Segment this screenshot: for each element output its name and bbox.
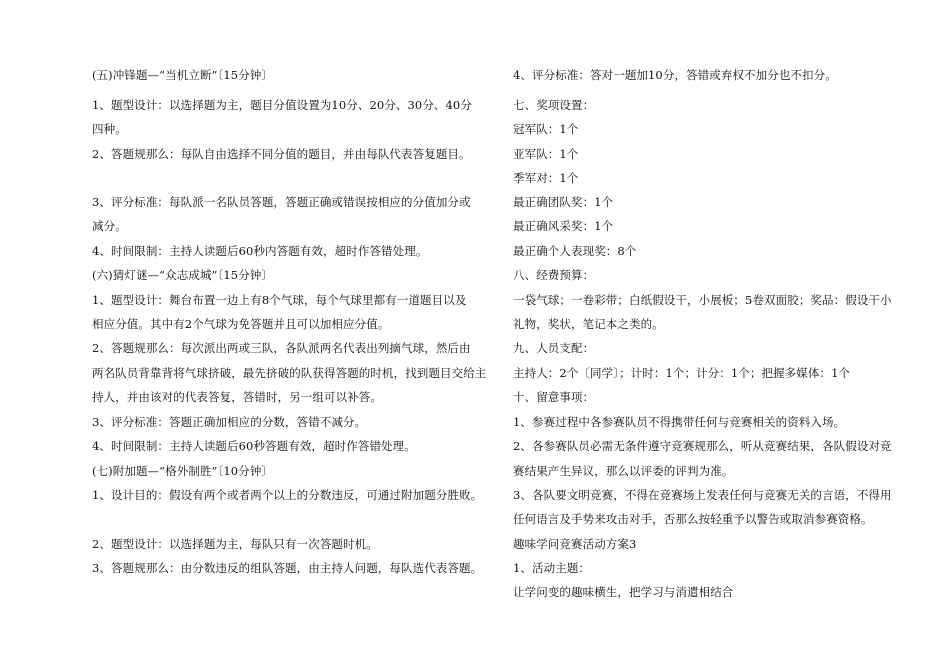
text-line: 4、评分标准：答对一题加10分，答错或弃权不加分也不扣分。 [513, 68, 837, 82]
text-line: 3、答题规那么：由分数违反的组队答题，由主持人问题，每队选代表答题。 [92, 561, 483, 575]
budget-heading: 八、经费预算： [513, 268, 595, 282]
text-line: 1、题型设计：舞台布置一边上有8个气球，每个气球里都有一道题目以及 [92, 293, 467, 307]
text-line: 任何语言及手势来攻击对手，否那么按轻重予以警告或取消参赛资格。 [513, 512, 873, 526]
text-line: 2、答题规那么：每队自由选择不同分值的题目，并由每队代表答复题目。 [92, 147, 471, 161]
text-line: 3、各队要文明竞赛，不得在竞赛场上发表任何与竞赛无关的言语，不得用 [513, 488, 892, 502]
text-line: 2、各参赛队员必需无条件遵守竞赛规那么，听从竞赛结果，各队假设对竞 [513, 439, 892, 453]
text-line: 四种。 [92, 122, 127, 136]
text-line: 2、题型设计：以选择题为主，每队只有一次答题时机。 [92, 537, 378, 551]
text-line: 4、时间限制：主持人读题后60秒内答题有效，超时作答错处理。 [92, 244, 428, 258]
text-line: 1、设计目的：假设有两个或者两个以上的分数违反，可通过附加题分胜败。 [92, 488, 483, 502]
text-line: 1、活动主题： [513, 561, 591, 575]
plan-3-title: 趣味学问竞赛活动方案3 [513, 537, 637, 551]
staffing-heading: 九、人员支配： [513, 341, 595, 355]
text-line: 相应分值。其中有2个气球为免答题并且可以加相应分值。 [92, 317, 390, 331]
text-line: 一袋气球；一卷彩带；白纸假设干，小展板；5卷双面胶；奖品：假设干小 [513, 293, 892, 307]
text-line: 3、评分标准：答题正确加相应的分数，答错不减分。 [92, 415, 367, 429]
text-line: 1、参赛过程中各参赛队员不得携带任何与竞赛相关的资料入场。 [513, 415, 846, 429]
text-line: 2、答题规那么：每次派出两或三队，各队派两名代表出列摘气球，然后由 [92, 341, 471, 355]
section-6-heading: (六)猜灯谜—“众志成城”〔15分钟〕 [92, 268, 274, 282]
text-line: 1、题型设计：以选择题为主，题目分值设置为10分、20分、30分、40分 [92, 98, 472, 112]
text-line: 4、时间限制：主持人读题后60秒答题有效，超时作答错处理。 [92, 439, 416, 453]
text-line: 最正确个人表现奖：8个 [513, 244, 637, 258]
text-line: 最正确团队奖：1个 [513, 195, 614, 209]
text-line: 冠军队：1个 [513, 122, 579, 136]
text-line: 持人，并由该对的代表答复，答错时，另一组可以补答。 [92, 390, 382, 404]
notes-heading: 十、留意事项： [513, 390, 595, 404]
text-line: 礼物，奖状，笔记本之类的。 [513, 317, 664, 331]
text-line: 两名队员背靠背将气球挤破，最先挤破的队获得答题的时机，找到题目交给主 [92, 366, 487, 380]
text-line: 赛结果产生异议，那么以评委的评判为准。 [513, 464, 734, 478]
section-7-heading: (七)附加题—“格外制胜”〔10分钟〕 [92, 464, 274, 478]
text-line: 减分。 [92, 219, 127, 233]
text-line: 主持人：2个〔同学〕；计时：1个；计分：1个；把握多媒体：1个 [513, 366, 851, 380]
text-line: 最正确风采奖：1个 [513, 219, 614, 233]
text-line: 3、评分标准：每队派一名队员答题，答题正确或错误按相应的分值加分或 [92, 195, 471, 209]
awards-heading: 七、奖项设置： [513, 98, 595, 112]
text-line: 亚军队：1个 [513, 147, 579, 161]
section-5-heading: (五)冲锋题—“当机立断”〔15分钟〕 [92, 68, 274, 82]
text-line: 让学问变的趣味横生，把学习与消遣相结合 [513, 585, 734, 599]
text-line: 季军对：1个 [513, 171, 579, 185]
